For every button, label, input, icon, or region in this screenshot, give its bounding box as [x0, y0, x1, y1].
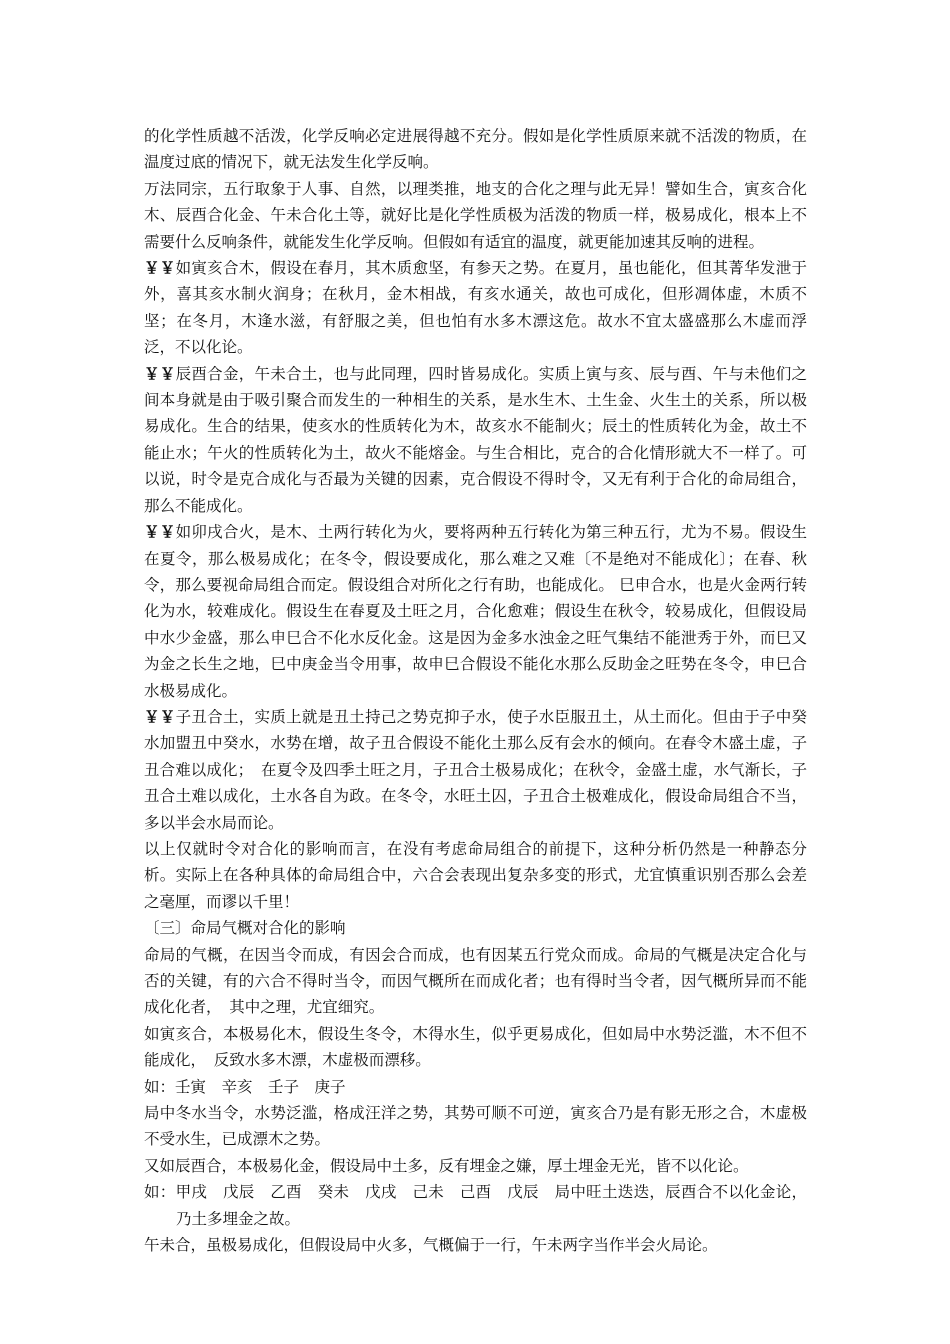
paragraph-chen-you-metal	[144, 361, 807, 519]
paragraph-text: 辰酉合金，午未合土，也与此同理，四时皆易成化。实质上寅与亥、辰与酉、午与未他们之间本身就是由于吸引聚合而发生的一种相生的关系，是水生木、土生金、火生土的关系，所以极易成化。生合的结果，使亥水的性质转化为木，故亥水不能制火；辰土的性质转化为金，故土不能止水；午火的性质转化为土，故火不能熔金。与生合相比，克合的合化情形就大不一样了。可以说，时令是克合成化与否最为关键的因素，克合假设不得时令，又无有利于合化的命局组合，那么不能成化。	[144, 364, 807, 515]
paragraph-yin-hai-wood	[144, 255, 807, 361]
document-page	[144, 123, 807, 1258]
chart-example-2: 如：甲戌 戊辰 乙酉 癸未 戊戌 己未 己酉 戊辰 局中旺土迭迭，辰酉合不以化金论，乃土多埋金之故。	[144, 1183, 807, 1228]
paragraph-text: 子丑合土，实质上就是丑土持己之势克抑子水，使子水臣服丑土，从土而化。但由于子中癸水加盟丑中癸水，水势在增，故子丑合假设不能化土那么反有会水的倾向。在春令木盛土虚，子丑合难以成化； 在夏令及四季土旺之月，子丑合土极易成化；在秋令，金盛土虚，水气渐长，子丑合土难以成化，土水各自为政。在冬令，水旺土囚，子丑合土极难成化，假设命局组合不当，多以半会水局而论。	[144, 707, 807, 832]
section-heading: 〔三〕命局气概对合化的影响	[144, 919, 346, 938]
paragraph-example-1-analysis: 局中冬水当令，水势泛滥，格成汪洋之势，其势可顺不可逆，寅亥合乃是有影无形之合，木虚极不受水生，已成漂木之势。	[144, 1104, 807, 1149]
paragraph-earthly-branch-union: 万法同宗，五行取象于人事、自然，以理类推，地支的合化之理与此无异！譬如生合，寅亥合化木、辰酉合化金、午未合化土等，就好比是化学性质极为活泼的物质一样，极易成化，根本上不需要什么反响条件，就能发生化学反响。但假如有适宜的温度，就更能加速其反响的进程。	[144, 179, 807, 251]
paragraph-momentum: 命局的气概，在因当令而成，有因会合而成，也有因某五行党众而成。命局的气概是决定合化与否的关键，有的六合不得时当令，而因气概所在而成化者；也有得时当令者，因气概所异而不能成化化者， 其中之理，尤宜细究。	[144, 945, 807, 1017]
paragraph-static-analysis: 以上仅就时令对合化的影响而言，在没有考虑命局组合的前提下，这种分析仍然是一种静态分析。实际上在各种具体的命局组合中，六合会表现出复杂多变的形式，尤宜慎重识别否那么会差之毫厘，而谬以千里！	[144, 839, 807, 911]
paragraph-text: 如卯戌合火，是木、土两行转化为火，要将两种五行转化为第三种五行，尤为不易。假设生在夏令，那么极易成化；在冬令，假设要成化，那么难之又难〔不是绝对不能成化〕；在春、秋令，那么要视命局组合而定。假设组合对所化之行有助，也能成化。 巳申合水，也是火金两行转化为水，较难成化。假设生在春夏及土旺之月，合化愈难；假设生在秋令，较易成化，但假设局中水少金盛，那么申巳合不化水反化金。这是因为金多水浊金之旺气集结不能泄秀于外，而巳又为金之长生之地，巳中庚金当令用事，故申巳合假设不能化水那么反助金之旺势在冬令，申巳合水极易成化。	[144, 523, 807, 700]
bullet-marker: ￥￥	[144, 258, 176, 278]
paragraph-chemical-activity: 的化学性质越不活泼，化学反响必定进展得越不充分。假如是化学性质原来就不活泼的物质，在温度过底的情况下，就无法发生化学反响。	[144, 127, 807, 172]
chart-example-1: 如：壬寅 辛亥 壬子 庚子	[144, 1077, 346, 1096]
bullet-marker: ￥￥	[144, 522, 176, 542]
bullet-marker: ￥￥	[144, 706, 176, 726]
paragraph-chen-you-example: 又如辰酉合，本极易化金，假设局中土多，反有埋金之嫌，厚土埋金无光，皆不以化论。	[144, 1156, 749, 1175]
paragraph-zi-chou-earth	[144, 704, 807, 836]
paragraph-yin-hai-example: 如寅亥合，本极易化木，假设生冬令，木得水生，似乎更易成化，但如局中水势泛滥，木不但不能成化， 反致水多木漂，木虚极而漂移。	[144, 1024, 807, 1070]
paragraph-wu-wei: 午未合，虽极易成化，但假设局中火多，气概偏于一行，午未两字当作半会火局论。	[144, 1236, 718, 1255]
paragraph-text: 如寅亥合木，假设在春月，其木质愈坚，有参天之势。在夏月，虽也能化，但其菁华发泄于外，喜其亥水制火润身；在秋月，金木相战，有亥水通关，故也可成化，但形凋体虚，木质不坚；在冬月，木逢水滋，有舒服之美，但也怕有水多木漂这危。故水不宜太盛盛那么木虚而浮泛，不以化论。	[144, 259, 807, 357]
paragraph-mao-xu-fire	[144, 519, 807, 704]
bullet-marker: ￥￥	[144, 363, 176, 383]
